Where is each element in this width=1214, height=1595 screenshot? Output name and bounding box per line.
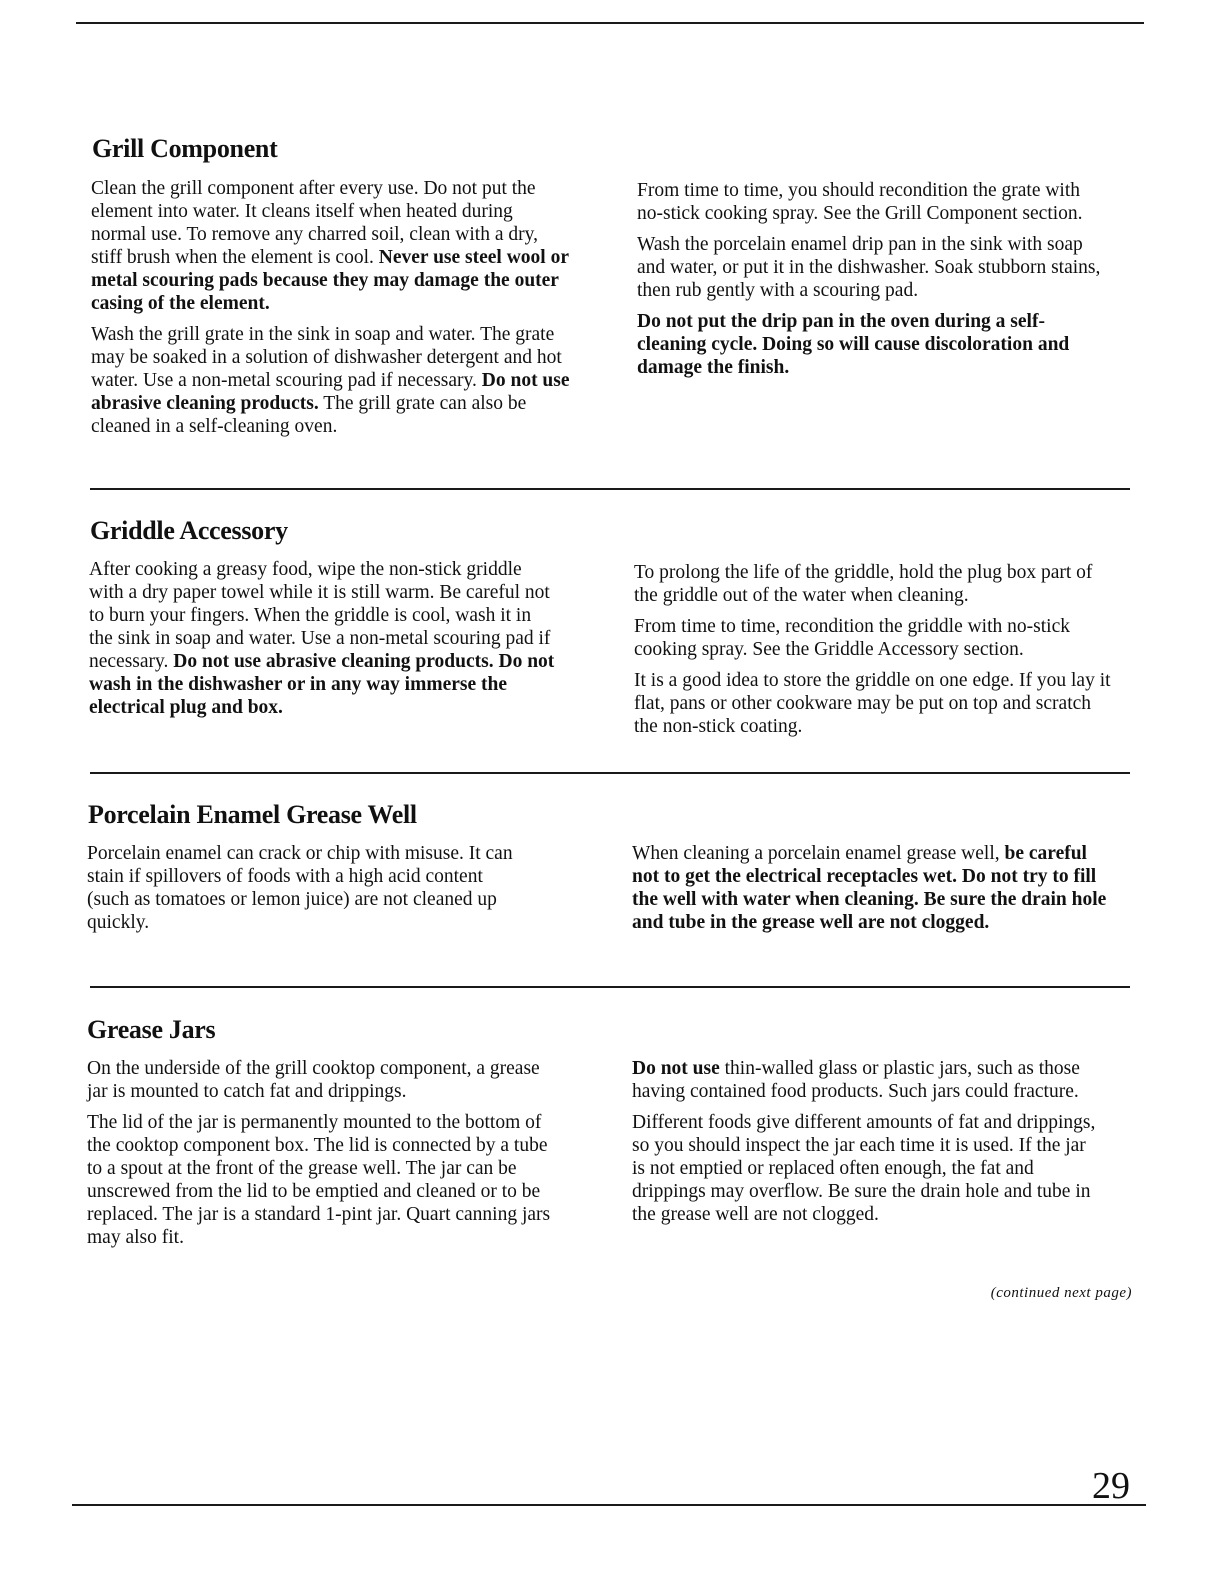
bottom-rule: [72, 1504, 1146, 1506]
section-right-column: [632, 1057, 1102, 1234]
paragraph: [637, 310, 1107, 379]
paragraph: [89, 558, 559, 719]
section-divider: [90, 772, 1130, 774]
paragraph: [91, 177, 571, 315]
bold-text: Do not use abrasive cleaning products.: [91, 370, 570, 414]
paragraph: [87, 842, 527, 934]
paragraph: [634, 669, 1119, 738]
section-divider: [90, 986, 1130, 988]
section-right-column: [637, 179, 1107, 387]
text-run: Wash the grill grate in the sink in soap and water. The grate may be soaked in a solution of dishwasher detergent and hot water. Use a non-metal scouring pad if necessary.: [91, 324, 562, 391]
bold-text: be careful not to get the electrical receptacles wet. Do not try to fill the well with water when cleaning. Be sure the drain hole and tube in the grease well are not clogged.: [632, 843, 1107, 933]
text-run: When cleaning a porcelain enamel grease well,: [632, 843, 1005, 864]
paragraph: [632, 1111, 1102, 1226]
text-run: Different foods give different amounts of fat and drippings, so you should inspect the jar each time it is used. If the jar is not emptied or replaced often enough, the fat and drippings may overflow. Be sure the drain hole and tube in the grease well are not clogged.: [632, 1112, 1096, 1225]
text-run: From time to time, recondition the griddle with no-stick cooking spray. See the Griddle Accessory section.: [634, 616, 1070, 660]
text-run: Wash the porcelain enamel drip pan in the sink with soap and water, or put it in the dishwasher. Soak stubborn stains, then rub gently with a scouring pad.: [637, 234, 1101, 301]
text-run: The lid of the jar is permanently mounted to the bottom of the cooktop component box. The lid is connected by a tube to a spout at the front of the grease well. The jar can be unscrewed from the lid to be emptied and cleaned or to be replaced. The jar is a standard 1-pint jar. Quart canning jars may also fit.: [87, 1112, 551, 1248]
text-run: On the underside of the grill cooktop component, a grease jar is mounted to catch fat and drippings.: [87, 1058, 540, 1102]
paragraph: [634, 615, 1119, 661]
section-title: Griddle Accessory: [90, 516, 288, 545]
text-run: thin-walled glass or plastic jars, such as those having contained food products. Such jars could fracture.: [632, 1058, 1080, 1102]
top-rule: [76, 22, 1144, 24]
continued-note: (continued next page): [990, 1285, 1132, 1301]
bold-text: Never use steel wool or metal scouring pads because they may damage the outer casing of the element.: [91, 247, 569, 314]
section-left-column: [89, 558, 559, 727]
text-run: Clean the grill component after every use. Do not put the element into water. It cleans itself when heated during normal use. To remove any charred soil, clean with a dry, stiff brush when the element is cool.: [91, 178, 538, 268]
text-run: After cooking a greasy food, wipe the non-stick griddle with a dry paper towel while it is still warm. Be careful not to burn your fingers. When the griddle is cool, wash it in the sink in soap and water. Use a non-metal scouring pad if necessary.: [89, 559, 551, 672]
paragraph: [637, 179, 1107, 225]
section-title: Grill Component: [92, 134, 278, 163]
text-run: It is a good idea to store the griddle on one edge. If you lay it flat, pans or other cookware may be put on top and scratch the non-stick coating.: [634, 670, 1111, 737]
bold-text: Do not put the drip pan in the oven during a self-cleaning cycle. Doing so will cause discoloration and damage the finish.: [637, 311, 1070, 378]
bold-text: Do not use abrasive cleaning products. Do not wash in the dishwasher or in any way immerse the electrical plug and box.: [89, 651, 555, 718]
section-right-column: [632, 842, 1112, 942]
section-left-column: [91, 177, 571, 446]
paragraph: [634, 561, 1119, 607]
section-right-column: [634, 561, 1119, 746]
paragraph: [632, 842, 1112, 934]
section-left-column: [87, 842, 527, 942]
text-run: Porcelain enamel can crack or chip with misuse. It can stain if spillovers of foods with a high acid content (such as tomatoes or lemon juice) are not cleaned up quickly.: [87, 843, 513, 933]
section-title: Grease Jars: [87, 1015, 216, 1044]
paragraph: [87, 1057, 557, 1103]
section-divider: [90, 488, 1130, 490]
page-number: 29: [1092, 1465, 1130, 1507]
paragraph: [632, 1057, 1102, 1103]
paragraph: [637, 233, 1107, 302]
paragraph: [87, 1111, 557, 1249]
text-run: To prolong the life of the griddle, hold the plug box part of the griddle out of the water when cleaning.: [634, 562, 1093, 606]
section-left-column: [87, 1057, 557, 1257]
paragraph: [91, 323, 571, 438]
text-run: From time to time, you should recondition the grate with no-stick cooking spray. See the Grill Component section.: [637, 180, 1083, 224]
bold-text: Do not use: [632, 1058, 720, 1079]
section-title: Porcelain Enamel Grease Well: [88, 800, 417, 829]
text-run: The grill grate can also be cleaned in a self-cleaning oven.: [91, 393, 527, 437]
